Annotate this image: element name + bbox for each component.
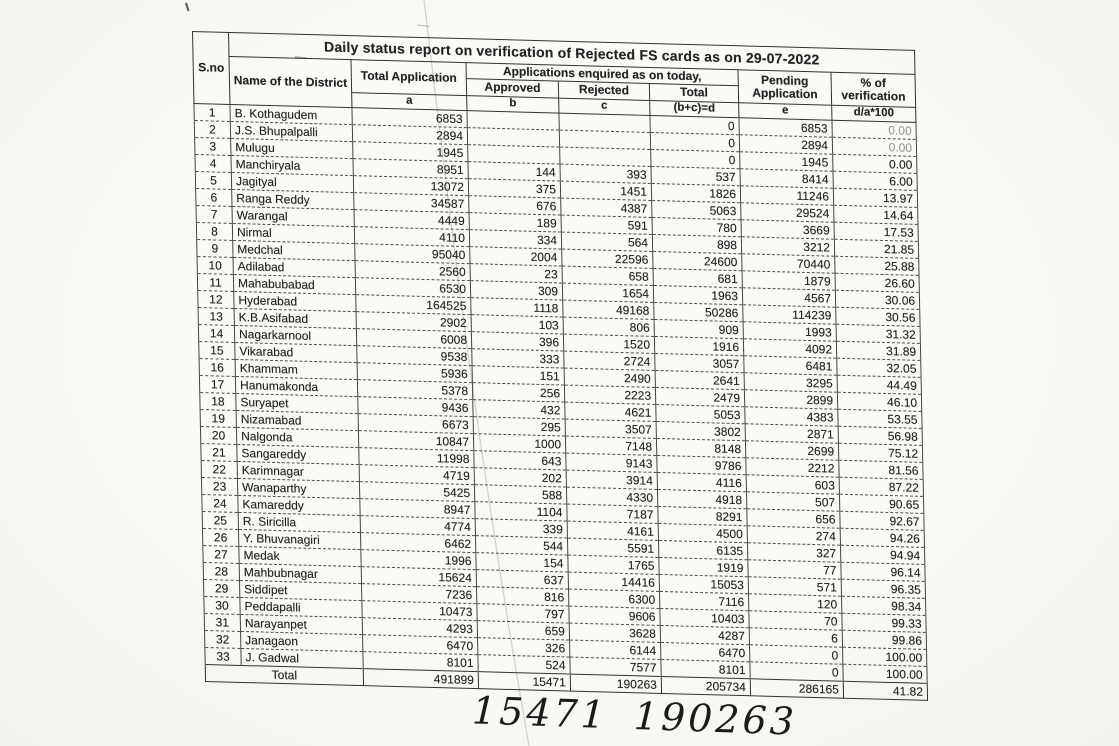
cell-approved: 588 — [474, 485, 566, 504]
cell-sno: 28 — [203, 562, 239, 580]
cell-enquired-total: 1963 — [653, 285, 742, 304]
cell-enquired-total: 1826 — [651, 183, 740, 202]
cell-district: Siddipet — [240, 580, 362, 600]
cell-approved: 151 — [472, 366, 564, 385]
cell-rejected: 9143 — [566, 453, 657, 472]
cell-percent: 17.53 — [834, 222, 918, 241]
cell-sno: 4 — [195, 154, 231, 172]
cell-rejected: 4161 — [567, 521, 658, 540]
cell-total-application: 10847 — [358, 431, 473, 451]
cell-pending: 327 — [747, 543, 840, 562]
cell-sno: 3 — [195, 137, 231, 155]
cell-enquired-total: 8291 — [658, 506, 747, 525]
cell-enquired-total: 0 — [651, 149, 740, 168]
cell-district: Janagaon — [241, 631, 363, 651]
cell-sno: 8 — [196, 222, 232, 240]
cell-percent: 94.26 — [840, 528, 924, 547]
cell-sno: 18 — [200, 392, 236, 410]
cell-approved: 637 — [476, 570, 568, 589]
cell-rejected: 2223 — [564, 385, 655, 404]
cell-pending: 3295 — [744, 373, 837, 392]
cell-district: Hanumakonda — [235, 376, 357, 396]
cell-total-application: 9538 — [357, 346, 472, 366]
cell-pending: 70 — [749, 611, 842, 630]
cell-total-application: 5378 — [357, 380, 472, 400]
cell-enquired-total: 9786 — [657, 455, 746, 474]
cell-percent: 31.89 — [836, 341, 920, 360]
cell-enquired-total: 3802 — [656, 421, 745, 440]
cell-pending: 3212 — [741, 237, 834, 256]
cell-enquired-total: 7116 — [660, 591, 749, 610]
cell-district: Peddapalli — [240, 597, 362, 617]
cell-approved: 524 — [478, 655, 570, 674]
cell-percent: 0.00 — [832, 120, 916, 139]
col-header-total: Total — [649, 84, 738, 103]
cell-total-application: 164525 — [356, 295, 471, 315]
cell-pending: 1879 — [742, 271, 835, 290]
total-d: 205734 — [661, 676, 750, 695]
cell-district: K.B.Asifabad — [234, 308, 356, 328]
cell-enquired-total: 537 — [651, 166, 740, 185]
cell-approved: 1118 — [471, 298, 563, 317]
cell-pending: 656 — [747, 509, 840, 528]
cell-total-application: 1996 — [361, 550, 476, 570]
col-header-percent: % of verification — [831, 72, 916, 107]
col-header-enquired-group: Applications enquired as on today, — [466, 63, 738, 87]
col-header-sno: S.no — [193, 32, 230, 105]
cell-pending: 1945 — [740, 152, 833, 171]
cell-approved: 797 — [477, 604, 569, 623]
cell-approved: 333 — [472, 349, 564, 368]
cell-total-application: 13072 — [353, 176, 468, 196]
cell-pending: 114239 — [743, 305, 836, 324]
cell-rejected: 806 — [563, 317, 654, 336]
cell-rejected: 4387 — [561, 198, 652, 217]
cell-enquired-total: 8148 — [656, 438, 745, 457]
cell-sno: 30 — [204, 596, 240, 614]
cell-approved: 334 — [469, 230, 561, 249]
cell-pending: 274 — [747, 526, 840, 545]
cell-enquired-total: 780 — [652, 217, 741, 236]
cell-enquired-total: 50286 — [654, 302, 743, 321]
cell-percent: 99.86 — [842, 630, 926, 649]
cell-sno: 6 — [196, 188, 232, 206]
cell-district: Medak — [239, 546, 361, 566]
cell-approved: 676 — [469, 196, 561, 215]
cell-enquired-total: 3057 — [655, 353, 744, 372]
letter-e: e — [739, 103, 832, 120]
cell-district: Karimnagar — [237, 461, 359, 481]
cell-percent: 31.32 — [836, 324, 920, 343]
cell-sno: 7 — [196, 205, 232, 223]
cell-district: Nizamabad — [236, 410, 358, 430]
cell-sno: 2 — [194, 120, 230, 138]
cell-enquired-total: 898 — [652, 234, 741, 253]
col-header-approved: Approved — [466, 79, 558, 98]
cell-total-application: 15624 — [361, 567, 476, 587]
cell-district: Nalgonda — [236, 427, 358, 447]
cell-pending: 2899 — [744, 390, 837, 409]
cell-rejected: 6300 — [569, 589, 660, 608]
cell-enquired-total: 2479 — [655, 387, 744, 406]
cell-percent: 25.88 — [835, 256, 919, 275]
cell-enquired-total: 681 — [653, 268, 742, 287]
cell-total-application: 4110 — [354, 227, 469, 247]
cell-sno: 23 — [201, 477, 237, 495]
cell-rejected: 1520 — [563, 334, 654, 353]
cell-percent: 6.00 — [833, 171, 917, 190]
cell-percent: 81.56 — [839, 460, 923, 479]
cell-approved: 144 — [468, 162, 560, 181]
cell-district: Hyderabad — [234, 291, 356, 311]
cell-district: Medchal — [233, 240, 355, 260]
cell-rejected: 3507 — [565, 419, 656, 438]
cell-total-application: 4449 — [354, 210, 469, 230]
cell-enquired-total: 5053 — [656, 404, 745, 423]
total-c: 190263 — [570, 674, 661, 693]
cell-pending: 6 — [749, 628, 842, 647]
cell-approved: 189 — [469, 213, 561, 232]
cell-pending: 4092 — [743, 339, 836, 358]
cell-total-application: 4774 — [360, 516, 475, 536]
cell-sno: 31 — [204, 613, 240, 631]
cell-percent: 53.55 — [838, 409, 922, 428]
cell-sno: 26 — [202, 528, 238, 546]
cell-rejected: 2724 — [564, 351, 655, 370]
cell-rejected: 7148 — [565, 436, 656, 455]
cell-percent: 21.85 — [834, 239, 918, 258]
cell-district: B. Kothagudem — [230, 104, 352, 124]
cell-sno: 25 — [202, 511, 238, 529]
cell-pending: 1993 — [743, 322, 836, 341]
cell-percent: 46.10 — [837, 392, 921, 411]
cell-district: Adilabad — [233, 257, 355, 277]
cell-district: Suryapet — [236, 393, 358, 413]
letter-b: b — [467, 96, 559, 113]
cell-sno: 19 — [200, 409, 236, 427]
cell-approved: 339 — [475, 519, 567, 538]
cell-sno: 20 — [200, 426, 236, 444]
cell-total-application: 6008 — [356, 329, 471, 349]
cell-percent: 96.35 — [841, 579, 925, 598]
cell-pending: 603 — [746, 475, 839, 494]
cell-approved: 103 — [471, 315, 563, 334]
cell-percent: 0.00 — [832, 137, 916, 156]
total-pct: 41.82 — [843, 681, 927, 700]
cell-sno: 16 — [199, 358, 235, 376]
cell-rejected: 1451 — [560, 181, 651, 200]
cell-approved: 256 — [472, 383, 564, 402]
cell-district: Mahbubnagar — [239, 563, 361, 583]
letter-d: (b+c)=d — [650, 100, 739, 117]
cell-rejected: 6144 — [570, 640, 661, 659]
cell-enquired-total: 909 — [654, 319, 743, 338]
cell-district: Nirmal — [232, 223, 354, 243]
cell-approved: 2004 — [470, 247, 562, 266]
cell-approved: 23 — [470, 264, 562, 283]
cell-total-application: 6470 — [363, 635, 478, 655]
cell-rejected: 564 — [561, 232, 652, 251]
cell-percent: 30.56 — [836, 307, 920, 326]
cell-pending: 2871 — [745, 424, 838, 443]
cell-percent: 100.00 — [843, 664, 927, 683]
cell-approved: 295 — [473, 417, 565, 436]
cell-sno: 27 — [203, 545, 239, 563]
cell-sno: 14 — [198, 324, 234, 342]
cell-approved: 202 — [474, 468, 566, 487]
cell-total-application: 2894 — [352, 125, 467, 145]
cell-enquired-total: 1916 — [654, 336, 743, 355]
cell-district: J. Gadwal — [241, 648, 363, 668]
cell-pending: 6853 — [739, 118, 832, 137]
cell-pending: 2212 — [746, 458, 839, 477]
cell-approved: 375 — [468, 179, 560, 198]
cell-total-application: 1945 — [353, 142, 468, 162]
cell-total-application: 8947 — [360, 499, 475, 519]
cell-percent: 32.05 — [837, 358, 921, 377]
cell-rejected: 1765 — [568, 555, 659, 574]
cell-total-application: 7236 — [362, 584, 477, 604]
cell-total-application: 10473 — [362, 601, 477, 621]
cell-enquired-total: 0 — [650, 115, 739, 134]
cell-sno: 29 — [204, 579, 240, 597]
report-title: Daily status report on verification of Rejected FS cards as on 29-07-2022 — [229, 32, 916, 74]
cell-enquired-total: 4287 — [660, 625, 749, 644]
cell-percent: 92.67 — [840, 511, 924, 530]
cell-rejected: 9606 — [569, 606, 660, 625]
cell-approved: 154 — [476, 553, 568, 572]
cell-sno: 12 — [198, 290, 234, 308]
col-header-total-application: Total Application — [351, 60, 467, 96]
cell-district: Y. Bhuvanagiri — [238, 529, 360, 549]
cell-percent: 100.00 — [843, 647, 927, 666]
cell-district: Kamareddy — [238, 495, 360, 515]
cell-district: Ranga Reddy — [232, 189, 354, 209]
cell-percent: 30.06 — [835, 290, 919, 309]
cell-district: R. Siricilla — [238, 512, 360, 532]
cell-total-application: 11998 — [359, 448, 474, 468]
cell-sno: 13 — [198, 307, 234, 325]
cell-district: Khammam — [235, 359, 357, 379]
cell-district: Mulugu — [231, 138, 353, 158]
cell-percent: 56.98 — [838, 426, 922, 445]
cell-pending: 0 — [750, 645, 843, 664]
cell-rejected: 4330 — [566, 487, 657, 506]
handwritten-value-approved: 15471 — [471, 688, 609, 738]
cell-rejected: 591 — [561, 215, 652, 234]
cell-total-application: 4293 — [362, 618, 477, 638]
cell-approved: 396 — [471, 332, 563, 351]
col-header-district: Name of the District — [229, 56, 352, 107]
cell-total-application: 6530 — [355, 278, 470, 298]
col-header-rejected: Rejected — [558, 82, 649, 101]
report-table-container — [192, 31, 929, 701]
cell-rejected: 7187 — [567, 504, 658, 523]
cell-sno: 9 — [197, 239, 233, 257]
cell-total-application: 5425 — [359, 482, 474, 502]
cell-pending: 6481 — [744, 356, 837, 375]
cell-rejected: 7577 — [570, 657, 661, 676]
cell-percent: 87.22 — [839, 477, 923, 496]
cell-percent: 0.00 — [833, 154, 917, 173]
cell-rejected: 5591 — [567, 538, 658, 557]
cell-total-application: 9436 — [358, 397, 473, 417]
cell-district: Jagityal — [231, 172, 353, 192]
cell-pending: 571 — [748, 577, 841, 596]
total-b: 15471 — [478, 672, 570, 691]
cell-percent: 90.65 — [839, 494, 923, 513]
cell-pending: 29524 — [741, 203, 834, 222]
cell-rejected: 658 — [562, 266, 653, 285]
cell-enquired-total: 6470 — [661, 642, 750, 661]
cell-total-application: 2902 — [356, 312, 471, 332]
cell-percent: 75.12 — [838, 443, 922, 462]
letter-pct: d/a*100 — [832, 105, 916, 122]
cell-district: Nagarkarnool — [234, 325, 356, 345]
cell-pending: 0 — [750, 662, 843, 681]
cell-approved: 432 — [473, 400, 565, 419]
cell-sno: 15 — [199, 341, 235, 359]
total-a: 491899 — [363, 669, 478, 689]
cell-district: J.S. Bhupalpalli — [230, 121, 352, 141]
cell-enquired-total: 8101 — [661, 659, 750, 678]
report-table — [192, 31, 928, 701]
cell-percent: 94.94 — [840, 545, 924, 564]
total-label: Total — [205, 664, 363, 685]
cell-total-application: 5936 — [357, 363, 472, 383]
cell-pending: 8414 — [740, 169, 833, 188]
cell-district: Vikarabad — [235, 342, 357, 362]
cell-rejected: 3628 — [569, 623, 660, 642]
cell-district: Sangareddy — [237, 444, 359, 464]
cell-sno: 32 — [205, 630, 241, 648]
cell-rejected: 14416 — [568, 572, 659, 591]
cell-pending: 70440 — [742, 254, 835, 273]
cell-enquired-total: 4918 — [657, 489, 746, 508]
cell-pending: 2894 — [739, 135, 832, 154]
cell-rejected: 49168 — [563, 300, 654, 319]
cell-total-application: 8951 — [353, 159, 468, 179]
cell-enquired-total: 6135 — [658, 540, 747, 559]
cell-pending: 507 — [746, 492, 839, 511]
cell-enquired-total: 24600 — [653, 251, 742, 270]
cell-approved: 659 — [477, 621, 569, 640]
cell-enquired-total: 15053 — [659, 574, 748, 593]
cell-sno: 11 — [197, 273, 233, 291]
cell-approved: 643 — [474, 451, 566, 470]
cell-pending: 2699 — [745, 441, 838, 460]
cell-enquired-total: 2641 — [655, 370, 744, 389]
cell-enquired-total: 4500 — [658, 523, 747, 542]
cell-rejected: 4621 — [565, 402, 656, 421]
cell-district: Manchiryala — [231, 155, 353, 175]
cell-pending: 11246 — [740, 186, 833, 205]
cell-rejected: 2490 — [564, 368, 655, 387]
cell-percent: 13.97 — [833, 188, 917, 207]
cell-district: Mahabubabad — [233, 274, 355, 294]
cell-sno: 33 — [205, 647, 241, 665]
cell-percent: 99.33 — [842, 613, 926, 632]
cell-enquired-total: 4116 — [657, 472, 746, 491]
cell-total-application: 6853 — [352, 108, 467, 128]
cell-total-application: 4719 — [359, 465, 474, 485]
cell-rejected: 1654 — [562, 283, 653, 302]
cell-rejected: 3914 — [566, 470, 657, 489]
cell-approved: 1000 — [473, 434, 565, 453]
cell-total-application: 8101 — [363, 652, 478, 672]
table-body — [194, 103, 927, 683]
cell-approved: 326 — [478, 638, 570, 657]
cell-sno: 21 — [201, 443, 237, 461]
cell-pending: 4383 — [745, 407, 838, 426]
cell-total-application: 2560 — [355, 261, 470, 281]
handwritten-value-rejected: 190263 — [633, 693, 798, 744]
cell-percent: 98.34 — [842, 596, 926, 615]
cell-sno: 5 — [195, 171, 231, 189]
cell-sno: 10 — [197, 256, 233, 274]
cell-enquired-total: 1919 — [659, 557, 748, 576]
cell-pending: 120 — [749, 594, 842, 613]
cell-pending: 77 — [748, 560, 841, 579]
cell-percent: 26.60 — [835, 273, 919, 292]
cell-percent: 44.49 — [837, 375, 921, 394]
cell-sno: 17 — [199, 375, 235, 393]
cell-approved: 1104 — [475, 502, 567, 521]
cell-enquired-total: 5063 — [652, 200, 741, 219]
cell-pending: 4567 — [742, 288, 835, 307]
cell-district: Wanaparthy — [237, 478, 359, 498]
col-header-pending: Pending Application — [738, 70, 832, 105]
cell-district: Warangal — [232, 206, 354, 226]
letter-c: c — [559, 98, 650, 115]
cell-approved: 309 — [470, 281, 562, 300]
cell-pending: 3669 — [741, 220, 834, 239]
cell-approved: 816 — [477, 587, 569, 606]
cell-total-application: 34587 — [354, 193, 469, 213]
cell-sno: 1 — [194, 103, 230, 121]
cell-percent: 96.14 — [841, 562, 925, 581]
cell-sno: 22 — [201, 460, 237, 478]
cell-rejected: 393 — [560, 164, 651, 183]
cell-total-application: 6462 — [360, 533, 475, 553]
letter-a: a — [352, 93, 467, 111]
cell-total-application: 95040 — [355, 244, 470, 264]
cell-rejected: 22596 — [562, 249, 653, 268]
cell-approved: 544 — [475, 536, 567, 555]
cell-enquired-total: 0 — [650, 132, 739, 151]
cell-total-application: 6673 — [358, 414, 473, 434]
cell-district: Narayanpet — [240, 614, 362, 634]
total-e: 286165 — [750, 679, 843, 698]
cell-percent: 14.64 — [834, 205, 918, 224]
cell-enquired-total: 10403 — [660, 608, 749, 627]
cell-sno: 24 — [202, 494, 238, 512]
